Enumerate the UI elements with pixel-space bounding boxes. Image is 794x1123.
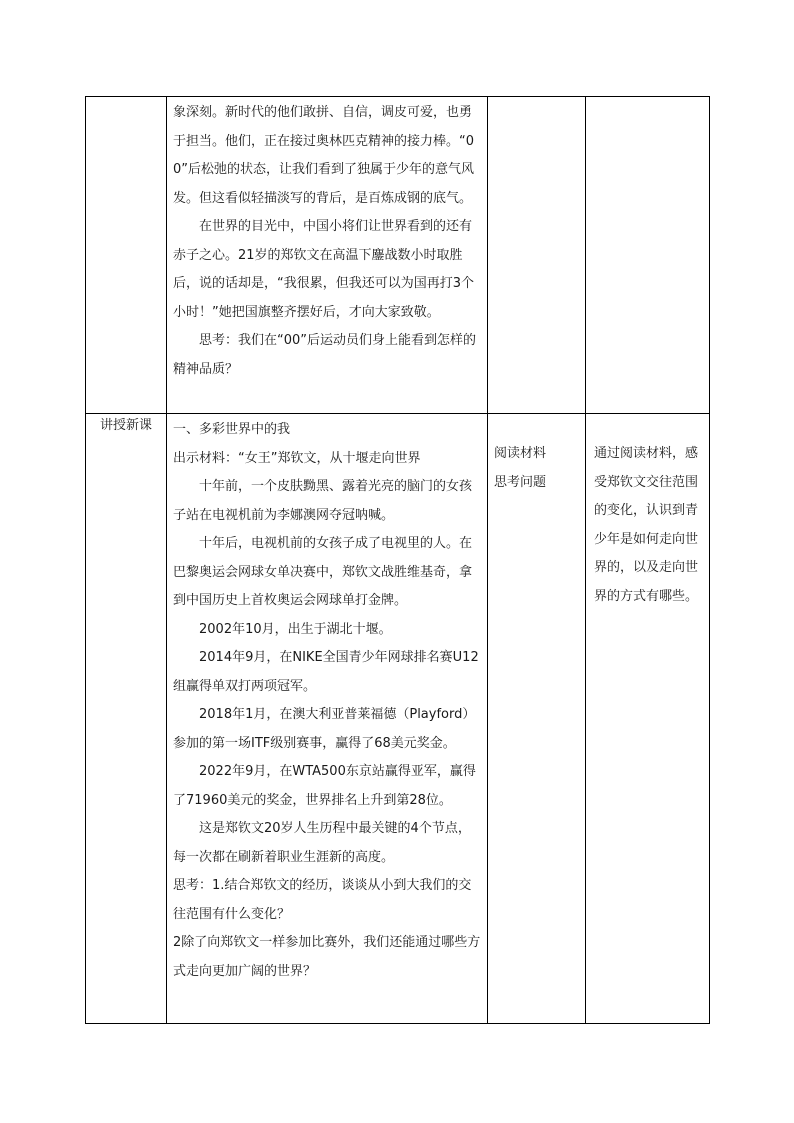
- paragraph: 象深刻。新时代的他们敢拼、自信，调皮可爱，也勇于担当。他们，正在接过奥林匹克精神的接力棒。“00”后松弛的状态，让我们看到了独属于少年的意气风发。但这看似轻描淡写的背后，是百炼成钢的底气。: [173, 105, 475, 206]
- content-cell: [167, 97, 488, 414]
- design-intent: [586, 97, 709, 123]
- intent-cell: [586, 414, 710, 1024]
- design-intent: 通过阅读材料，感受郑钦文交往范围的变化，认识到青少年是如何走向世界的，以及走向世界的方式有哪些。: [594, 446, 699, 604]
- paragraph: 思考：我们在“00”后运动员们身上能看到怎样的精神品质？: [173, 333, 477, 377]
- question: 2除了向郑钦文一样参加比赛外，我们还能通过哪些方式走向更加广阔的世界？: [173, 935, 481, 979]
- activity-cell: [488, 414, 586, 1024]
- paragraph: 在世界的目光中，中国小将们让世界看到的还有赤子之心。21岁的郑钦文在高温下鏖战数小时取胜后，说的话却是，“我很累，但我还可以为国再打3个小时！”她把国旗整齐摆好后，才向大家致敬。: [173, 219, 475, 320]
- table-row: [86, 414, 710, 1024]
- table-row: [86, 97, 710, 414]
- paragraph: 十年前，一个皮肤黝黑、露着光亮的脑门的女孩子站在电视机前为李娜澳网夺冠呐喊。: [173, 479, 473, 523]
- content-cell: [167, 414, 488, 1024]
- stage-cell: [86, 414, 167, 1024]
- intent-cell: [586, 97, 710, 414]
- paragraph: 这是郑钦文20岁人生历程中最关键的4个节点，每一次都在刷新着职业生涯新的高度。: [173, 821, 471, 865]
- timeline-item: 2018年1月，在澳大利亚普莱福德（Playford）参加的第一场ITF级别赛事，赢得了68美元奖金。: [173, 707, 476, 751]
- activity-item: 阅读材料: [494, 446, 547, 461]
- stage-label: 讲授新课: [99, 418, 152, 433]
- activity-item: 思考问题: [494, 474, 547, 490]
- timeline-item: 2022年9月，在WTA500东京站赢得亚军，赢得了71960美元的奖金，世界排名上升到第28位。: [173, 764, 476, 808]
- question: 思考：1.结合郑钦文的经历，谈谈从小到大我们的交往范围有什么变化？: [173, 878, 472, 922]
- paragraph: 十年后，电视机前的女孩子成了电视里的人。在巴黎奥运会网球女单决赛中，郑钦文战胜维基奇，拿到中国历史上首枚奥运会网球单打金牌。: [173, 536, 473, 608]
- material-title: 出示材料：“女王”郑钦文，从十堰走向世界: [173, 450, 421, 466]
- lesson-plan-table: [85, 96, 710, 1024]
- timeline-item: 2002年10月，出生于湖北十堰。: [199, 621, 392, 637]
- activity-cell: [488, 97, 586, 414]
- stage-cell: [86, 97, 167, 414]
- timeline-item: 2014年9月，在NIKE全国青少年网球排名赛U12组赢得单双打两项冠军。: [173, 650, 479, 694]
- section-heading: 一、多彩世界中的我: [173, 422, 291, 437]
